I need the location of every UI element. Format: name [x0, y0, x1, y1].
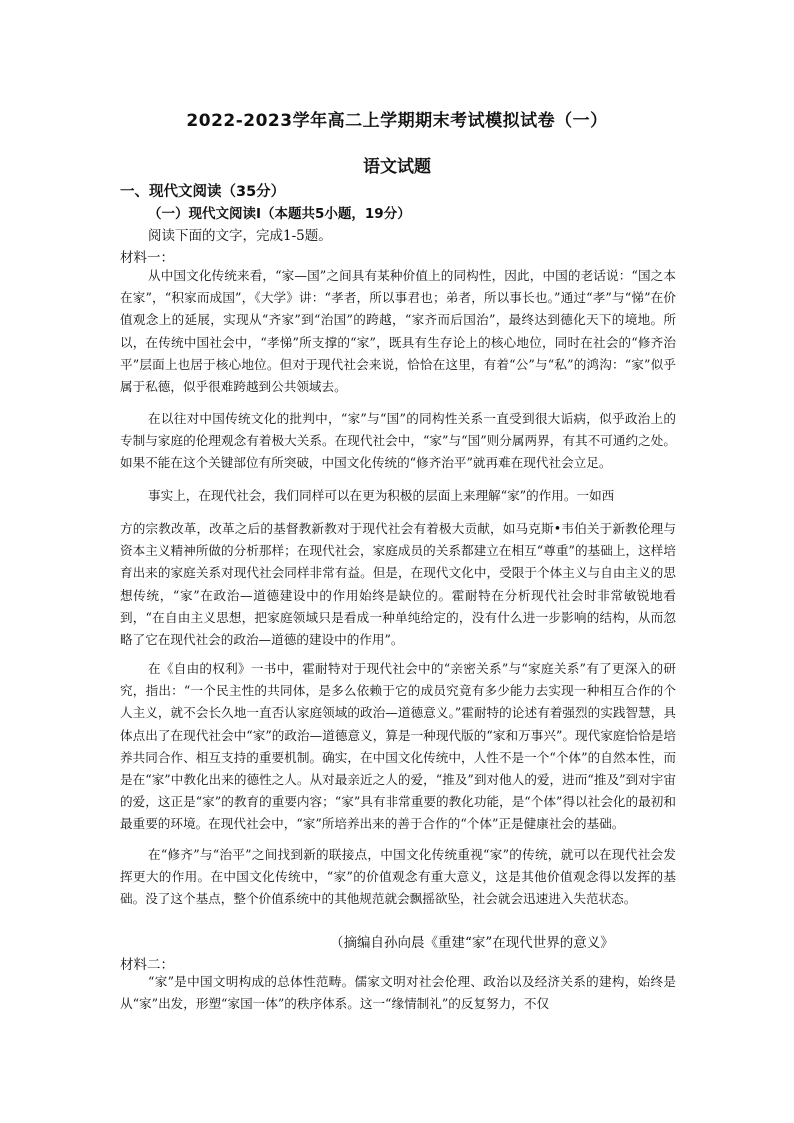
material1-paragraph: 在以往对中国传统文化的批判中，“家”与“国”的同构性关系一直受到很大诟病，似乎政治上的专制与家庭的伦理观念有着极大关系。在现代社会中，“家”与“国”则分属两界，有其不可通约之处。如果不能在这个关键部位有所突破，中国文化传统的“修齐治平”就再难在现代社会立足。 — [120, 411, 676, 471]
material2-label: 材料二： — [120, 957, 174, 973]
material1-paragraph: 事实上，在现代社会，我们同样可以在更为积极的层面上来理解“家”的作用。一如西 — [148, 488, 615, 503]
material1-source: （摘编自孙向晨《重建“家”在现代世界的意义》 — [330, 935, 614, 951]
material2-paragraph: “家”是中国文明构成的总体性范畴。儒家文明对社会伦理、政治以及经济关系的建构，始终是从“家”出发，形塑“家国一体”的秩序体系。这一“缘情制礼”的反复努力，不仅 — [120, 974, 676, 1012]
exam-title: 2022-2023学年高二上学期期末考试模拟试卷（一） — [186, 111, 608, 131]
material1-paragraph: 在“修齐”与“治平”之间找到新的联接点，中国文化传统重视“家”的传统，就可以在现代社会发挥更大的作用。在中国文化传统中，“家”的价值观念有重大意义，这是其他价值观念得以发挥的基础。没了这个基点，整个价值系统中的其他规范就会飘摇欲坠，社会就会迅速进入失范状态。 — [120, 847, 676, 907]
subsection-heading: （一）现代文阅读Ⅰ（本题共5小题，19分） — [148, 206, 411, 222]
exam-subtitle: 语文试题 — [363, 157, 431, 177]
material1-paragraph: 方的宗教改革，改革之后的基督教新教对于现代社会有着极大贡献，如马克斯•韦伯关于新教伦理与资本主义精神所做的分析那样；在现代社会，家庭成员的关系都建立在相互“尊重”的基础上，这样培育出来的家庭关系对现代社会同样非常有益。但是，在现代文化中，受限于个体主义与自由主义的思想传统，“家”在政治—道德建设中的作用始终是缺位的。霍耐特在分析现代社会时非常敏锐地看到，“在自由主义思想，把家庭领域只是看成一种单纯给定的，没有什么进一步影响的结构，从而忽略了它在现代社会的政治—道德的建设中的作用”。 — [120, 521, 676, 648]
material1-label: 材料一： — [120, 250, 174, 266]
reading-instruction: 阅读下面的文字，完成1-5题。 — [148, 228, 332, 244]
section-heading: 一、现代文阅读（35分） — [120, 184, 286, 200]
material1-paragraph: 从中国文化传统来看，“家—国”之间具有某种价值上的同构性，因此，中国的老话说：“国之本在家”，“积家而成国”，《大学》讲：“孝者，所以事君也；弟者，所以事长也。”通过“孝”与“悌”在价值观念上的延展，实现从“齐家”到“治国”的跨越，“家齐而后国治”，最终达到德化天下的境地。所以，在传统中国社会中，“孝悌”所支撑的“家”，既具有生存论上的核心地位，同时在社会的“修齐治平”层面上也居于核心地位。但对于现代社会来说，恰恰在这里，有着“公”与“私”的鸿沟：“家”似乎属于私德，似乎很难跨越到公共领域去。 — [120, 268, 676, 395]
material1-paragraph: 在《自由的权利》一书中，霍耐特对于现代社会中的“亲密关系”与“家庭关系”有了更深入的研究，指出：“一个民主性的共同体，是多么依赖于它的成员究竟有多少能力去实现一种相互合作的个人主义，就不会长久地一直否认家庭领域的政治—道德意义。”霍耐特的论述有着强烈的实践智慧，具体点出了在现代社会中“家”的政治—道德意义，算是一种现代版的“家和万事兴”。现代家庭恰恰是培养共同合作、相互支持的重要机制。确实，在中国文化传统中，人性不是一个“个体”的自然本性，而是在“家”中教化出来的德性之人。从对最亲近之人的爱，“推及”到对他人的爱，进而“推及”到对宇宙的爱，这正是“家”的教育的重要内容；“家”具有非常重要的教化功能，是“个体”得以社会化的最初和最重要的环境。在现代社会中，“家”所培养出来的善于合作的“个体”正是健康社会的基础。 — [120, 661, 676, 832]
